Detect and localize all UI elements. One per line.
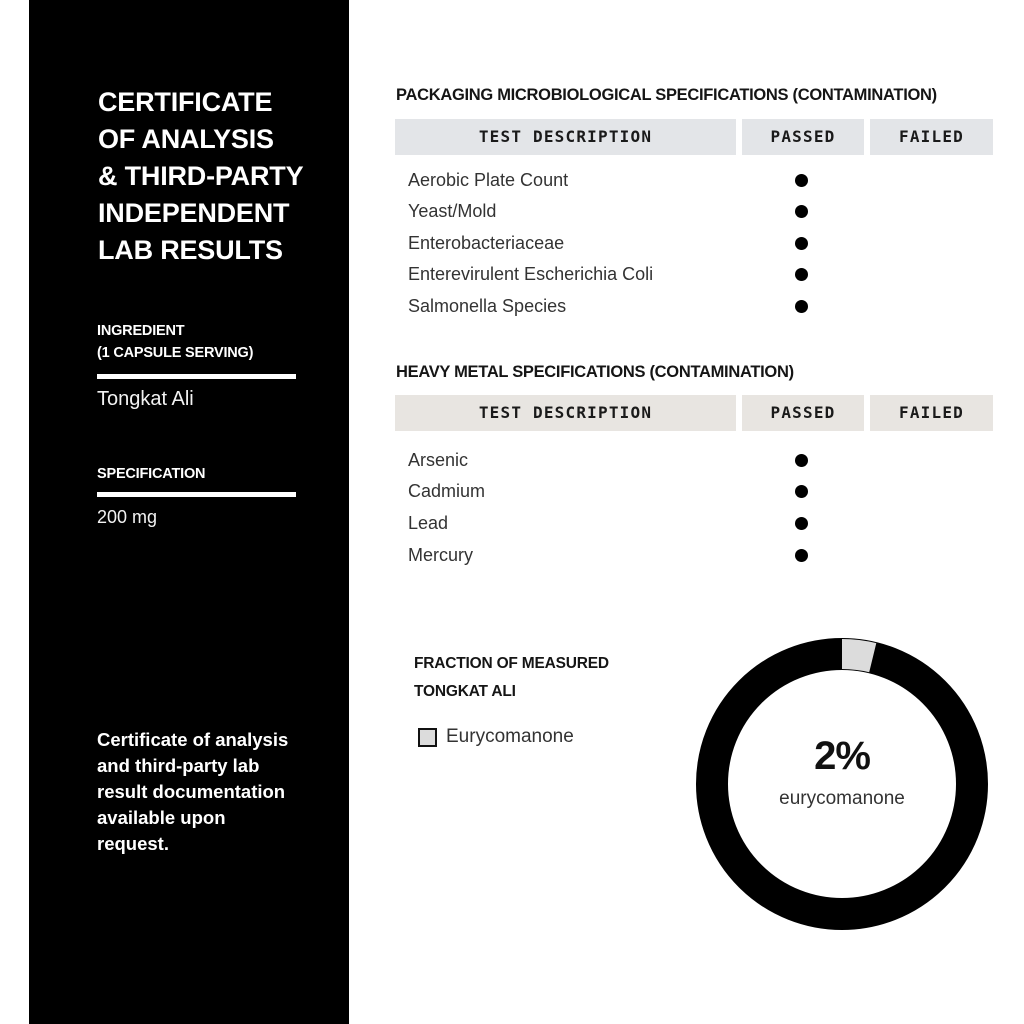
passed-dot-icon xyxy=(795,174,808,187)
test-name: Aerobic Plate Count xyxy=(408,170,569,190)
heavy-metal-table-header xyxy=(395,395,993,431)
table-row xyxy=(408,543,828,567)
microbiological-table-header xyxy=(395,119,993,155)
test-name: Cadmium xyxy=(408,481,486,501)
title-line: CERTIFICATE xyxy=(98,87,273,117)
header-failed: FAILED xyxy=(870,119,993,155)
legend-label: Eurycomanone xyxy=(446,726,574,747)
table-row xyxy=(408,231,828,255)
passed-dot-icon xyxy=(795,237,808,250)
ingredient-value: Tongkat Ali xyxy=(97,388,194,410)
ingredient-label-line: INGREDIENT xyxy=(97,323,185,339)
passed-dot-icon xyxy=(795,205,808,218)
header-passed: PASSED xyxy=(742,395,864,431)
test-name: Enterevirulent Escherichia Coli xyxy=(408,264,654,284)
passed-dot-icon xyxy=(795,517,808,530)
title-line: & THIRD-PARTY xyxy=(98,161,304,191)
table-row xyxy=(408,448,828,472)
passed-dot-icon xyxy=(795,485,808,498)
passed-dot-icon xyxy=(795,268,808,281)
note-line: and third-party lab xyxy=(97,755,260,776)
ingredient-label-line: (1 CAPSULE SERVING) xyxy=(97,345,254,361)
note-line: request. xyxy=(97,833,169,854)
passed-dot-icon xyxy=(795,454,808,467)
test-name: Lead xyxy=(408,513,449,533)
donut-chart xyxy=(696,638,988,930)
donut-other-segment xyxy=(712,654,972,914)
donut-eurycomanone-segment xyxy=(842,654,873,658)
passed-dot-icon xyxy=(795,549,808,562)
title-line: LAB RESULTS xyxy=(98,235,283,265)
note-line: Certificate of analysis xyxy=(97,729,289,750)
header-test-description: TEST DESCRIPTION xyxy=(395,119,736,155)
table-row xyxy=(408,199,828,223)
test-name: Enterobacteriaceae xyxy=(408,233,565,253)
donut-ring xyxy=(696,638,988,930)
title-line: OF ANALYSIS xyxy=(98,124,274,154)
test-name: Yeast/Mold xyxy=(408,201,497,221)
title-line: INDEPENDENT xyxy=(98,198,290,228)
specification-value: 200 mg xyxy=(97,507,158,527)
test-name: Salmonella Species xyxy=(408,296,567,316)
table-row xyxy=(408,479,828,503)
table-row xyxy=(408,168,828,192)
header-passed: PASSED xyxy=(742,119,864,155)
test-name: Mercury xyxy=(408,545,474,565)
legend-swatch-icon xyxy=(418,728,437,747)
fraction-title-line: FRACTION OF MEASURED xyxy=(414,655,609,672)
specification-label: SPECIFICATION xyxy=(97,466,206,482)
test-name: Arsenic xyxy=(408,450,469,470)
donut-center-label: eurycomanone xyxy=(779,788,905,809)
passed-dot-icon xyxy=(795,300,808,313)
header-test-description: TEST DESCRIPTION xyxy=(395,395,736,431)
note-line: result documentation xyxy=(97,781,286,802)
fraction-title-line: TONGKAT ALI xyxy=(414,683,516,700)
donut-center-value: 2% xyxy=(814,734,870,778)
heavy-metal-section-title: HEAVY METAL SPECIFICATIONS (CONTAMINATION) xyxy=(396,363,794,381)
header-failed: FAILED xyxy=(870,395,993,431)
table-row xyxy=(408,262,828,286)
table-row xyxy=(408,511,828,535)
microbiological-section-title: PACKAGING MICROBIOLOGICAL SPECIFICATIONS (CONTAMINATION) xyxy=(396,86,937,104)
note-line: available upon xyxy=(97,807,226,828)
fraction-title xyxy=(414,650,609,706)
table-row xyxy=(408,294,828,318)
